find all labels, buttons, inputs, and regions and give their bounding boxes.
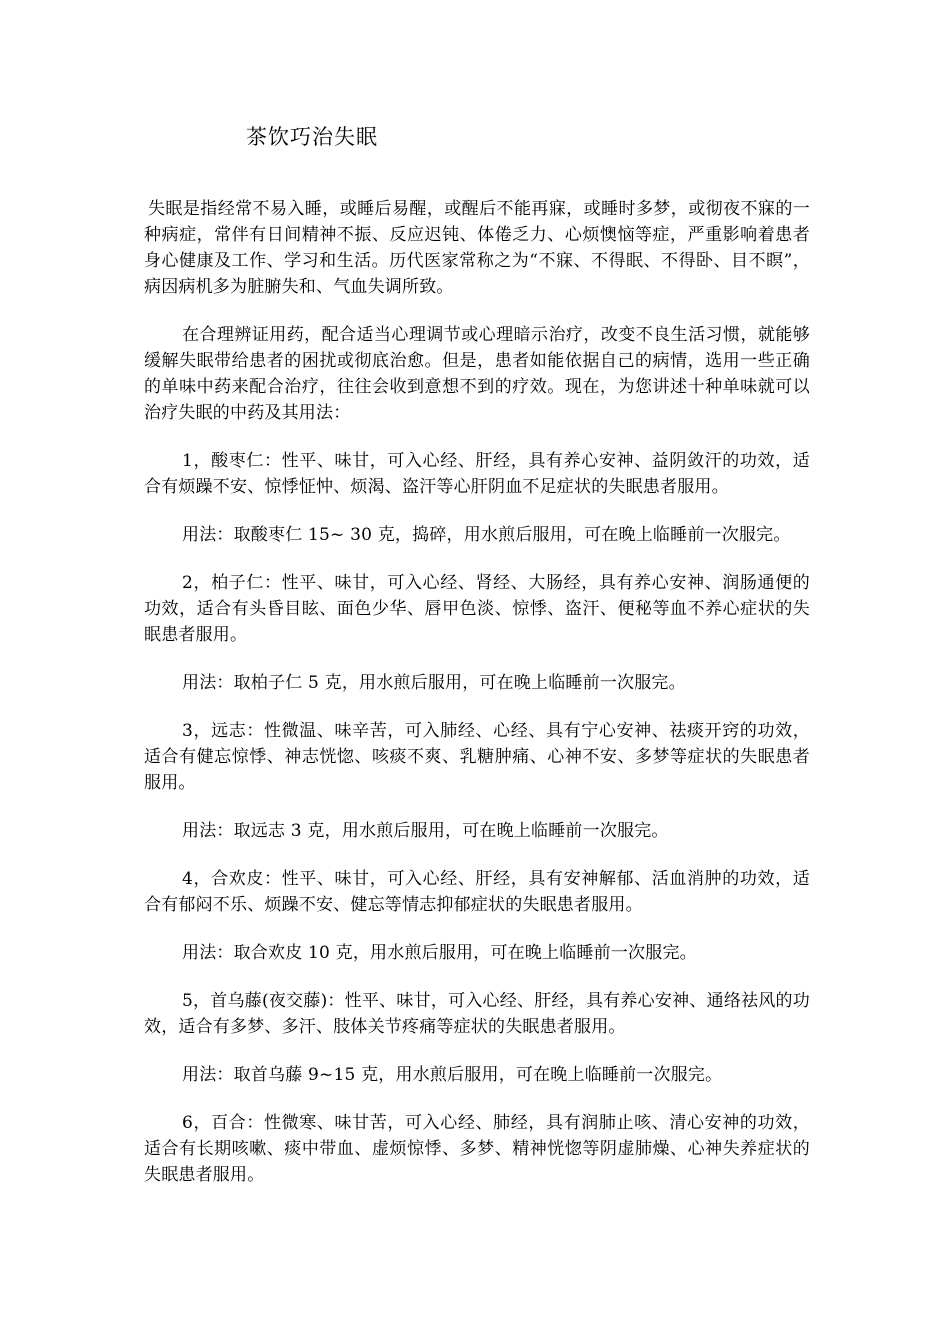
paragraph-usage-1: 用法：取酸枣仁 15~ 30 克，捣碎，用水煎后服用，可在晚上临睡前一次服完。 <box>182 525 791 545</box>
paragraph-usage-5: 用法：取首乌藤 9~15 克，用水煎后服用，可在晚上临睡前一次服完。 <box>182 1065 723 1085</box>
paragraph-herb-2: 2，柏子仁：性平、味甘，可入心经、肾经、大肠经，具有养心安神、润肠通便的功效，适合有头昏目眩、面色少华、唇甲色淡、惊悸、盗汗、便秘等血不养心症状的失眠患者服用。 <box>144 573 810 645</box>
paragraph-intro: 失眠是指经常不易入睡，或睡后易醒，或醒后不能再寐，或睡时多梦，或彻夜不寐的一种病症，常伴有日间精神不振、反应迟钝、体倦乏力、心烦懊恼等症，严重影响着患者身心健康及工作、学习和生活。历代医家常称之为“不寐、不得眠、不得卧、目不瞑”，病因病机多为脏腑失和、气血失调所致。 <box>144 199 810 297</box>
paragraph-overview: 在合理辨证用药，配合适当心理调节或心理暗示治疗，改变不良生活习惯，就能够缓解失眠带给患者的困扰或彻底治愈。但是，患者如能依据自己的病情，选用一些正确的单味中药来配合治疗，往往会收到意想不到的疗效。现在，为您讲述十种单味就可以治疗失眠的中药及其用法： <box>144 325 810 423</box>
document-body <box>144 196 810 1188</box>
document-title: 茶饮巧治失眠 <box>246 125 378 149</box>
paragraph-herb-6: 6，百合：性微寒、味甘苦，可入心经、肺经，具有润肺止咳、清心安神的功效，适合有长期咳嗽、痰中带血、虚烦惊悸、多梦、精神恍惚等阴虚肺燥、心神失养症状的失眠患者服用。 <box>144 1113 810 1185</box>
paragraph-usage-3: 用法：取远志 3 克，用水煎后服用，可在晚上临睡前一次服完。 <box>182 821 669 841</box>
paragraph-usage-2: 用法：取柏子仁 5 克，用水煎后服用，可在晚上临睡前一次服完。 <box>182 673 686 693</box>
paragraph-herb-3: 3，远志：性微温、味辛苦，可入肺经、心经、具有宁心安神、祛痰开窍的功效，适合有健忘惊悸、神志恍惚、咳痰不爽、乳糖肿痛、心神不安、多梦等症状的失眠患者服用。 <box>144 721 810 793</box>
paragraph-herb-4: 4，合欢皮：性平、味甘，可入心经、肝经，具有安神解郁、活血消肿的功效，适合有郁闷不乐、烦躁不安、健忘等情志抑郁症状的失眠患者服用。 <box>144 869 810 915</box>
paragraph-herb-1: 1，酸枣仁：性平、味甘，可入心经、肝经，具有养心安神、益阴敛汗的功效，适合有烦躁不安、惊悸怔忡、烦渴、盗汗等心肝阴血不足症状的失眠患者服用。 <box>144 451 810 497</box>
paragraph-usage-4: 用法：取合欢皮 10 克，用水煎后服用，可在晚上临睡前一次服完。 <box>182 943 697 963</box>
paragraph-herb-5: 5，首乌藤(夜交藤)：性平、味甘，可入心经、肝经，具有养心安神、通络祛风的功效，适合有多梦、多汗、肢体关节疼痛等症状的失眠患者服用。 <box>144 991 810 1037</box>
